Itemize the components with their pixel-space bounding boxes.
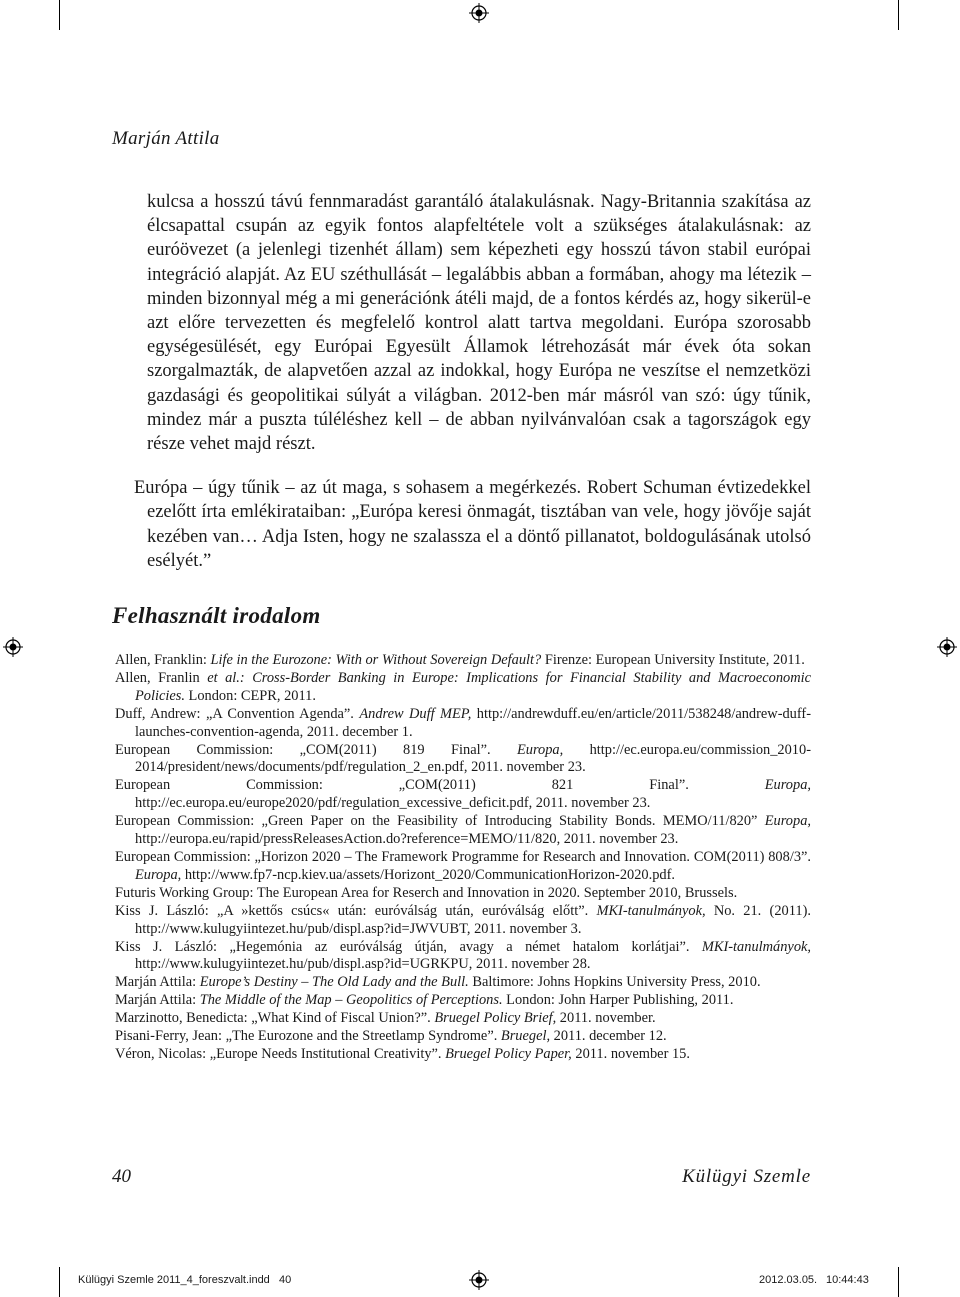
running-head-author: Marján Attila [112,128,220,149]
registration-mark-top-icon [469,3,489,23]
reference-item: European Commission: „COM(2011) 819 Final”. Europa, http://ec.europa.eu/commission_2010-2014/president/news/documents/pdf/regulation_2_en.pdf, 2011. november 23. [115,741,811,776]
reference-item: Kiss J. László: „A »kettős csúcs« után: euróválság után, euróválság előtt”. MKI-tanulmányok, No. 21. (2011). http://www.kulugyiintezet.hu/pub/displ.asp?id=JWVUBT, 2011. november 3. [115,902,811,937]
reference-item: European Commission: „Green Paper on the Feasibility of Introducing Stability Bonds. MEMO/11/820” Europa, http://europa.eu/rapid/pressReleasesAction.do?reference=MEMO/11/820, 2011. november 23. [115,813,811,848]
crop-mark-bottom-right [898,1267,899,1297]
reference-item: Futuris Working Group: The European Area for Reserch and Innovation in 2020. September 2010, Brussels. [115,884,738,901]
slug-filename: Külügyi Szemle 2011_4_foreszvalt.indd 40 [78,1274,292,1286]
crop-mark-top-left [59,0,60,30]
reference-item: Pisani-Ferry, Jean: „The Eurozone and the Streetlamp Syndrome”. Bruegel, 2011. december 12. [115,1028,667,1045]
reference-item: Duff, Andrew: „A Convention Agenda”. Andrew Duff MEP, http://andrewduff.eu/en/article/2011/538248/andrew-duff-launches-convention-agenda, 2011. december 1. [115,705,811,740]
reference-item: Kiss J. László: „Hegemónia az euróválság útján, avagy a német hatalom korlátjai”. MKI-tanulmányok, http://www.kulugyiintezet.hu/pub/displ.asp?id=UGRKPU, 2011. november 28. [115,938,811,973]
reference-item: Véron, Nicolas: „Europe Needs Institutional Creativity”. Bruegel Policy Paper, 2011. november 15. [115,1045,690,1062]
section-title: Felhasznált irodalom [112,603,321,628]
reference-list [115,652,811,1064]
registration-mark-left-icon [3,637,23,657]
reference-item: Marján Attila: The Middle of the Map – Geopolitics of Perceptions. London: John Harper Publishing, 2011. [115,992,734,1009]
registration-mark-right-icon [937,637,957,657]
page-number: 40 [112,1166,131,1187]
reference-item: Allen, Franlin et al.: Cross-Border Banking in Europe: Implications for Financial Stability and Macroeconomic Policies. London: CEPR, 2011. [115,669,811,704]
slug-time: 10:44:43 [826,1274,869,1286]
reference-item: Allen, Franklin: Life in the Eurozone: With or Without Sovereign Default? Firenze: European University Institute, 2011. [115,652,805,668]
registration-mark-bottom-icon [469,1270,489,1290]
slug-date: 2012.03.05. [759,1274,818,1286]
body-paragraph: kulcsa a hosszú távú fennmaradást garantáló átalakulásnak. Nagy-Britannia szakítása az élcsapattal csupán az egyik fontos alapfeltétele volt a szükséges átalakulásnak: az euróövezet (a jelenlegi tizenhét állam) sem képezheti egy hosszú távon stabil európai integráció alapját. Az EU széthullását – legalábbis abban a formában, ahogy ma létezik – minden bizonnyal még a mi generációnk átéli majd, de a fontos kérdés az, hogy sikerül-e azt előre tervezetten és megfelelő kontrol alatt tartva megoldani. Európa szorosabb egységesülését, egy Európai Egyesült Államok létrehozását már évek óta sokan szorgalmazták, de alapvetően azzal az indokkal, hogy Európa ne veszítse el nemzetközi gazdasági és geopolitikai súlyát a világban. 2012-ben már másról van szó: úgy tűnik, mindez már a puszta túléléshez kell – de abban nyilvánvalóan csak a tagországok egy része vehet majd részt. [147,192,811,455]
crop-mark-bottom-left [59,1267,60,1297]
reference-item: European Commission: „Horizon 2020 – The Framework Programme for Research and Innovation. COM(2011) 808/3”. Europa, http://www.fp7-ncp.kiev.ua/assets/Horizont_2020/CommunicationHorizon-2020.pdf. [115,848,811,883]
crop-mark-top-right [898,0,899,30]
body-paragraph: Európa – úgy tűnik – az út maga, s sohasem a megérkezés. Robert Schuman évtizedekkel ezelőtt írta emlékirataiban: „Európa keresi önmagát, tisztában van vele, hogy jövője saját kezében van… Adja Isten, hogy ne szalassza el a döntő pillanatot, boldogulásának utolsó esélyét.” [134,478,811,571]
body-text [134,190,811,573]
journal-name: Külügyi Szemle [682,1166,811,1187]
reference-item: European Commission: „COM(2011) 821 Final”. Europa, http://ec.europa.eu/europe2020/pdf/regulation_excessive_deficit.pdf, 2011. november 23. [115,777,811,812]
reference-item: Marzinotto, Benedicta: „What Kind of Fiscal Union?”. Bruegel Policy Brief, 2011. november. [115,1010,656,1027]
reference-item: Marján Attila: Europe’s Destiny – The Old Lady and the Bull. Baltimore: Johns Hopkins University Press, 2010. [115,974,761,991]
